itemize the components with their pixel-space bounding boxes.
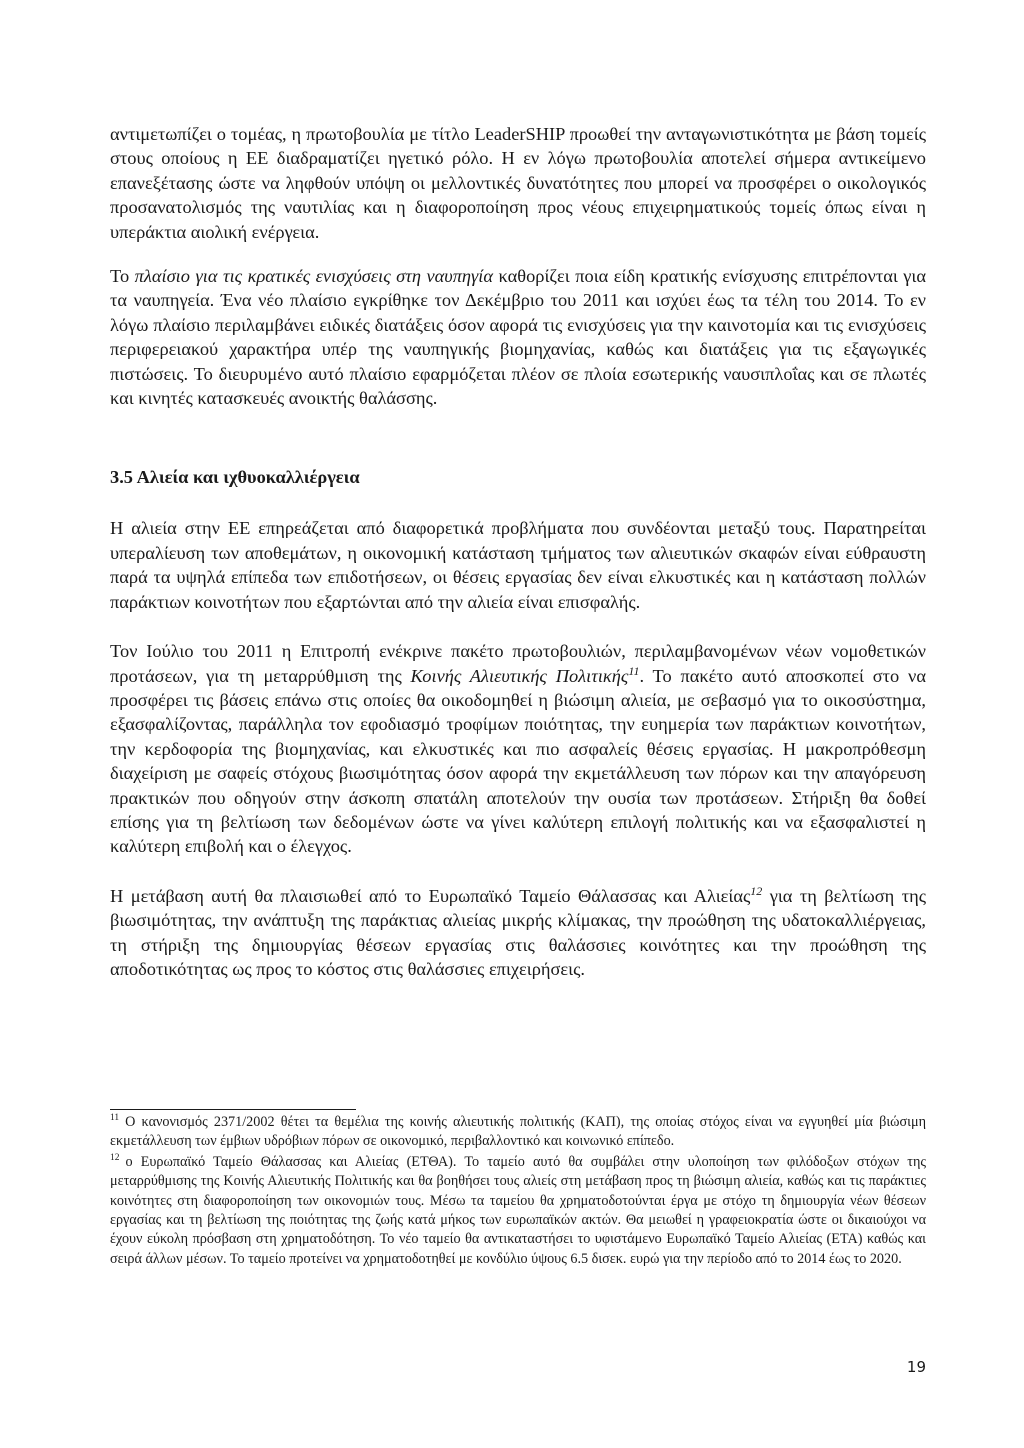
footnotes [110,1113,926,1270]
page-body [110,122,926,981]
paragraph-text: Το [110,266,135,287]
footnote-separator [110,1109,356,1110]
paragraph-cfp-reform [110,639,926,859]
cfp-title: Κοινής Αλιευτικής Πολιτικής [410,665,629,686]
footnote-12 [110,1153,926,1269]
footnote-ref-12[interactable]: 12 [750,883,763,898]
footnote-text: Ο κανονισμός 2371/2002 θέτει τα θεμέλια της κοινής αλιευτικής πολιτικής (ΚΑΠ), της οποίας στόχος είναι να εγγυηθεί μία βιώσιμη εκμετάλλευση των έμβιων υδρόβιων πόρων σε οικονομικό, περιβαλλοντικό και κοινωνικό επίπεδο. [110,1114,926,1150]
paragraph-text: Τον Ιούλιο του 2011 η Επιτροπή ενέκρινε πακέτο πρωτοβουλιών, περιλαμβανομένων νέων νομοθετικών προτάσεων, για τη μεταρρύθμιση της [110,641,926,686]
footnote-text: ο Ευρωπαϊκό Ταμείο Θάλασσας και Αλιείας (ΕΤΘΑ). Το ταμείο αυτό θα συμβάλει στην υλοποίηση των φιλόδοξων στόχων της μεταρρύθμισης της Κοινής Αλιευτικής Πολιτικής και θα βοηθήσει τους αλιείς στη μετάβαση προς τη βιώσιμη αλιεία, καθώς και τις παράκτιες κοινότητες στη διαφοροποίηση των οικονομιών τους. Μέσω τα ταμείου θα χρηματοδοτούνται έργα με στόχο τη δημιουργία νέων θέσεων εργασίας και τη βελτίωση της ποιότητας της ζωής κατά μήκος των ευρωπαϊκών ακτών. Θα μειωθεί η γραφειοκρατία ώστε οι δικαιούχοι να έχουν εύκολη πρόσβαση στη χρηματοδότηση. Το νέο ταμείο θα αντικαταστήσει το υφιστάμενο Ευρωπαϊκό Ταμείο Αλιείας (ΕΤΑ) καθώς και σειρά άλλων μέσων. Το ταμείο προτείνει να χρηματοδοτηθεί με κονδύλιο ύψους 6.5 δισεκ. ευρώ για την περίοδο από το 2014 έως το 2020. [110,1153,926,1267]
paragraph-text: για τη βελτίωση της βιωσιμότητας, την ανάπτυξη της παράκτιας αλιείας μικρής κλίμακας, την προώθηση της υδατοκαλλιέργειας, τη στήριξη της δημιουργίας θέσεων εργασίας στις θαλάσσιες κοινότητες και την προώθηση της αποδοτικότητας ως προς το κόστος στις θαλάσσιες επιχειρήσεις. [110,885,927,979]
paragraph-text: καθορίζει ποια είδη κρατικής ενίσχυσης επιτρέπονται για τα ναυπηγεία. Ένα νέο πλαίσιο εγκρίθηκε τον Δεκέμβριο του 2011 και ισχύει έως τα τέλη του 2014. Το εν λόγω πλαίσιο περιλαμβάνει ειδικές διατάξεις όσον αφορά τις ενισχύσεις για την καινοτομία και τις ενισχύσεις περιφερειακού χαρακτήρα υπέρ της ναυπηγικής βιομηχανίας, καθώς και διατάξεις για τις εξαγωγικές πιστώσεις. Το διευρυμένο αυτό πλαίσιο εφαρμόζεται πλέον σε πλοία εσωτερικής ναυσιπλοΐας και σε πλωτές και κινητές κατασκευές ανοικτής θαλάσσης. [110,266,926,409]
state-aid-framework-title: πλαίσιο για τις κρατικές ενισχύσεις στη ναυπηγία [134,266,494,287]
paragraph-text: . Το πακέτο αυτό αποσκοπεί στο να προσφέρει τις βάσεις επάνω στις οποίες θα οικοδομηθεί η βιώσιμη αλιεία, με σεβασμό για το οικοσύστημα, εξασφαλίζοντας, παράλληλα τον εφοδιασμό τροφίμων ποιότητας, την ευημερία των παράκτιων κοινοτήτων, την κερδοφορία της βιομηχανίας, και ελκυστικές και πιο ασφαλείς θέσεις εργασίας. Η μακροπρόθεσμη διαχείριση με σαφείς στόχους βιωσιμότητας όσον αφορά την εκμετάλλευση των πόρων και την απαγόρευση πρακτικών που οδηγούν στην άσκοπη σπατάλη αποτελούν την ουσία των προτάσεων. Στήριξη θα δοθεί επίσης για τη βελτίωση των δεδομένων ώστε να γίνει καλύτερη επιλογή πολιτικής και να εξασφαλιστεί η καλύτερη επιβολή και ο έλεγχος. [110,665,926,857]
footnote-ref-11[interactable]: 11 [628,663,640,678]
paragraph-text: Η μετάβαση αυτή θα πλαισιωθεί από το Ευρωπαϊκό Ταμείο Θάλασσας και Αλιείας [110,885,751,906]
section-heading: 3.5 Αλιεία και ιχθυοκαλλιέργεια [110,467,360,488]
footnote-11 [110,1113,926,1152]
paragraph-leadership: αντιμετωπίζει ο τομέας, η πρωτοβουλία με τίτλο LeaderSHIP προωθεί την ανταγωνιστικότητα με βάση τομείς στους οποίους η ΕΕ διαδραματίζει ηγετικό ρόλο. Η εν λόγω πρωτοβουλία αποτελεί σήμερα αντικείμενο επανεξέτασης ώστε να ληφθούν υπόψη οι μελλοντικές δυνατότητες που μπορεί να προσφέρει ο οικολογικός προσανατολισμός της ναυτιλίας και η διαφοροποίηση προς νέους επιχειρηματικούς τομείς όπως είναι η υπεράκτια αιολική ενέργεια. [110,124,926,242]
paragraph-emff [110,884,926,982]
footnote-number: 11 [110,1113,120,1123]
page-number: 19 [906,1358,926,1376]
paragraph-state-aid [110,264,926,410]
footnote-number: 12 [110,1152,120,1163]
paragraph-fisheries-problems: Η αλιεία στην ΕΕ επηρεάζεται από διαφορετικά προβλήματα που συνδέονται μεταξύ τους. Παρατηρείται υπεραλίευση των αποθεμάτων, η οικονομική κατάσταση τμήματος των αλιευτικών σκαφών είναι εύθραυστη παρά τα υψηλά επίπεδα των επιδοτήσεων, οι θέσεις εργασίας δεν είναι ελκυστικές και η κατάσταση πολλών παράκτιων κοινοτήτων που εξαρτώνται από την αλιεία είναι επισφαλής. [110,518,926,612]
